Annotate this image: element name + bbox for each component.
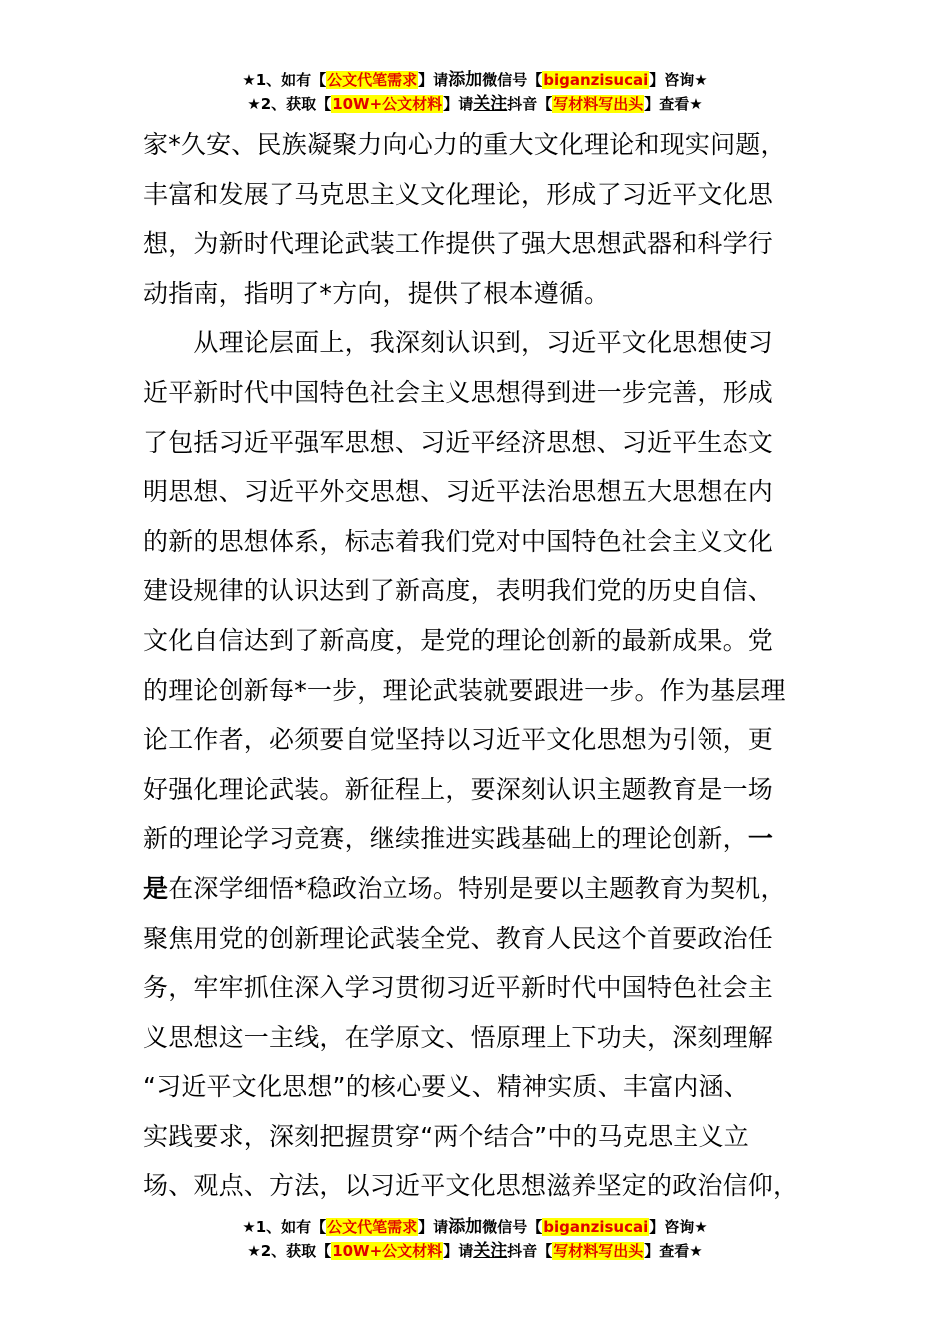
text-segment: 在深学细悟*稳政治立场。特别是要以主题教育为契机， [168, 873, 786, 903]
text-line: 实践要求，深刻把握贯穿“两个结合”中的马克思主义立 [143, 1121, 749, 1151]
banner-strong: 关注 [473, 1241, 508, 1261]
highlight-materials: 10W+公文材料 [332, 1242, 443, 1260]
text-line: 了包括习近平强军思想、习近平经济思想、习近平生态文 [143, 427, 774, 457]
bold-marker: 是 [143, 873, 169, 903]
text-line: 家*久安、民族凝聚力向心力的重大文化理论和现实问题， [143, 130, 786, 159]
text-line [143, 864, 793, 914]
banner-text: ★2、获取【 [247, 95, 332, 113]
text-line: 的新的思想体系，标志着我们党对中国特色社会主义文化 [143, 526, 774, 556]
banner-text: ★2、获取【 [247, 1242, 332, 1260]
banner-text: ★1、如有【 [242, 71, 327, 89]
banner-text: 】咨询★ [649, 1218, 708, 1236]
banner-line-1 [0, 68, 950, 92]
text-line: 近平新时代中国特色社会主义思想得到进一步完善，形成 [143, 377, 774, 407]
banner-text: 】咨询★ [649, 71, 708, 89]
banner-text: 】请 [418, 71, 449, 89]
highlight-materials: 10W+公文材料 [332, 95, 443, 113]
banner-text: 】查看★ [644, 95, 703, 113]
banner-strong: 添加 [448, 1217, 483, 1237]
text-line: 好强化理论武装。新征程上，要深刻认识主题教育是一场 [143, 774, 774, 804]
text-line: 的理论创新每*一步，理论武装就要跟进一步。作为基层理 [143, 675, 786, 705]
highlight-wechat-id: biganzisucai [543, 1218, 649, 1236]
text-line: 明思想、习近平外交思想、习近平法治思想五大思想在内 [143, 477, 774, 507]
banner-line-2 [0, 92, 950, 116]
banner-line-1 [0, 1215, 950, 1239]
banner-text: 微信号【 [482, 1218, 543, 1236]
highlight-service: 公文代笔需求 [327, 1218, 418, 1236]
banner-strong: 关注 [473, 94, 508, 114]
banner-text: 】请 [418, 1218, 449, 1236]
text-line [143, 814, 793, 864]
text-line: 丰富和发展了马克思主义文化理论，形成了习近平文化思 [143, 179, 774, 209]
banner-text: ★1、如有【 [242, 1218, 327, 1236]
text-segment: 新的理论学习竞赛，继续推进实践基础上的理论创新， [143, 824, 748, 854]
highlight-wechat-id: biganzisucai [543, 71, 649, 89]
banner-text: 抖音【 [507, 1242, 553, 1260]
banner-text: 抖音【 [507, 95, 553, 113]
banner-strong: 添加 [448, 70, 483, 90]
text-line: 聚焦用党的创新理论武装全党、教育人民这个首要政治任 [143, 923, 774, 953]
text-line: 从理论层面上，我深刻认识到，习近平文化思想使习 [143, 328, 774, 358]
text-line: “习近平文化思想”的核心要义、精神实质、丰富内涵、 [143, 1072, 749, 1102]
highlight-service: 公文代笔需求 [327, 71, 418, 89]
text-line: 建设规律的认识达到了新高度，表明我们党的历史自信、 [143, 576, 774, 606]
text-line: 义思想这一主线，在学原文、悟原理上下功夫，深刻理解 [143, 1022, 774, 1052]
highlight-douyin-account: 写材料写出头 [553, 95, 644, 113]
text-line: 动指南，指明了*方向，提供了根本遵循。 [143, 278, 610, 308]
text-line: 场、观点、方法，以习近平文化思想滋养坚定的政治信仰， [143, 1171, 799, 1201]
footer-banner [0, 1215, 950, 1263]
banner-line-2 [0, 1239, 950, 1263]
highlight-douyin-account: 写材料写出头 [553, 1242, 644, 1260]
banner-text: 】查看★ [644, 1242, 703, 1260]
text-line: 论工作者，必须要自觉坚持以习近平文化思想为引领，更 [143, 725, 774, 755]
text-line: 文化自信达到了新高度，是党的理论创新的最新成果。党 [143, 625, 774, 655]
banner-text: 微信号【 [482, 71, 543, 89]
header-banner [0, 68, 950, 116]
text-line: 想，为新时代理论武装工作提供了强大思想武器和科学行 [143, 229, 774, 259]
banner-text: 】请 [443, 95, 474, 113]
banner-text: 】请 [443, 1242, 474, 1260]
document-body [143, 120, 799, 1211]
text-line: 务，牢牢抓住深入学习贯彻习近平新时代中国特色社会主 [143, 973, 774, 1003]
bold-marker: 一 [747, 824, 774, 854]
